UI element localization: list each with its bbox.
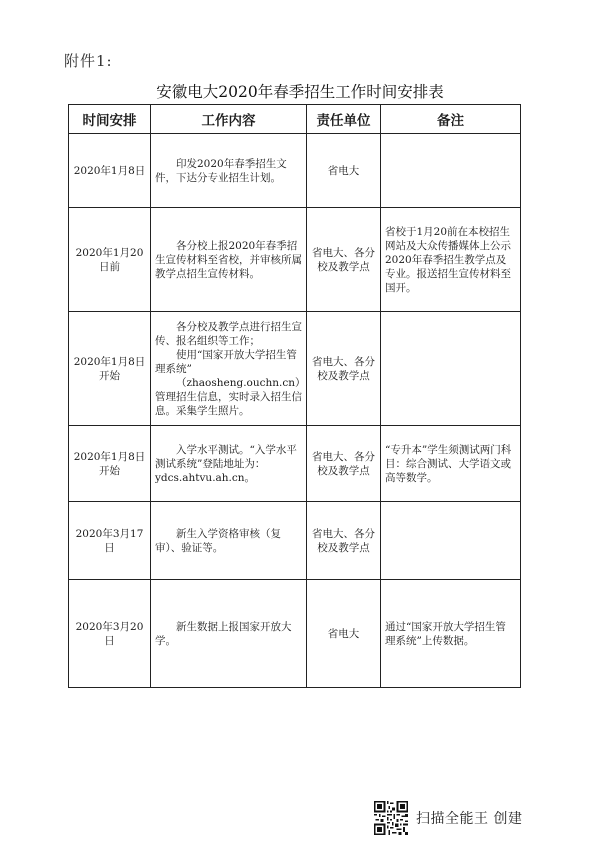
content-line: 入学水平测试。“入学水平测试系统”登陆地址为： — [155, 443, 297, 470]
row-remarks — [381, 312, 521, 426]
row-unit: 省电大、各分校及教学点 — [307, 502, 381, 580]
content-line: 使用“国家开放大学招生管理系统” — [155, 348, 297, 375]
row-date: 2020年1月20日前 — [69, 208, 151, 312]
row-content — [151, 426, 307, 502]
row-remarks — [381, 502, 521, 580]
row-date: 2020年1月8日开始 — [69, 426, 151, 502]
row-date: 2020年1月8日 — [69, 134, 151, 208]
content-line: 新生数据上报国家开放大学。 — [155, 620, 292, 647]
row-content — [151, 502, 307, 580]
table-row — [69, 312, 521, 426]
row-remarks — [381, 134, 521, 208]
table-row — [69, 502, 521, 580]
column-header-remarks: 备注 — [381, 105, 521, 134]
row-content — [151, 580, 307, 688]
column-header-time: 时间安排 — [69, 105, 151, 134]
content-line: 新生入学资格审核（复审）、验证等。 — [155, 527, 281, 554]
document-title: 安徽电大2020年春季招生工作时间安排表 — [156, 83, 444, 101]
row-content — [151, 312, 307, 426]
scanner-watermark — [374, 801, 522, 835]
table-row — [69, 208, 521, 312]
table-row — [69, 134, 521, 208]
qr-code-icon — [374, 801, 408, 835]
table-row — [69, 580, 521, 688]
row-unit: 省电大 — [307, 134, 381, 208]
row-remarks: 省校于1月20前在本校招生网站及大众传播媒体上公示2020年春季招生教学点及专业。报送招生宣传材料至国开。 — [381, 208, 521, 312]
table-header-row — [69, 105, 521, 134]
row-remarks: “专升本”学生须测试两门科目：综合测试、大学语文或高等数学。 — [381, 426, 521, 502]
content-line: 各分校上报2020年春季招生宣传材料至省校，并审核所属教学点招生宣传材料。 — [155, 239, 302, 280]
scanner-badge-text: 扫描全能王 创建 — [416, 811, 523, 827]
content-line: （zhaosheng.ouchn.cn）管理招生信息，实时录入招生信息。采集学生照片。 — [155, 376, 302, 417]
row-unit: 省电大、各分校及教学点 — [307, 312, 381, 426]
row-remarks: 通过“国家开放大学招生管理系统”上传数据。 — [381, 580, 521, 688]
attachment-label: 附件1: — [64, 52, 113, 70]
schedule-table — [68, 104, 521, 688]
row-unit: 省电大 — [307, 580, 381, 688]
row-content — [151, 208, 307, 312]
row-content — [151, 134, 307, 208]
row-unit: 省电大、各分校及教学点 — [307, 426, 381, 502]
content-line: 印发2020年春季招生文件，下达分专业招生计划。 — [155, 157, 287, 184]
row-date: 2020年3月17日 — [69, 502, 151, 580]
column-header-content: 工作内容 — [151, 105, 307, 134]
column-header-unit: 责任单位 — [307, 105, 381, 134]
row-date: 2020年1月8日开始 — [69, 312, 151, 426]
content-line: 各分校及教学点进行招生宣传、报名组织等工作； — [155, 320, 302, 347]
row-date: 2020年3月20日 — [69, 580, 151, 688]
content-line: ydcs.ahtvu.ah.cn。 — [155, 471, 256, 484]
table-row — [69, 426, 521, 502]
row-unit: 省电大、各分校及教学点 — [307, 208, 381, 312]
